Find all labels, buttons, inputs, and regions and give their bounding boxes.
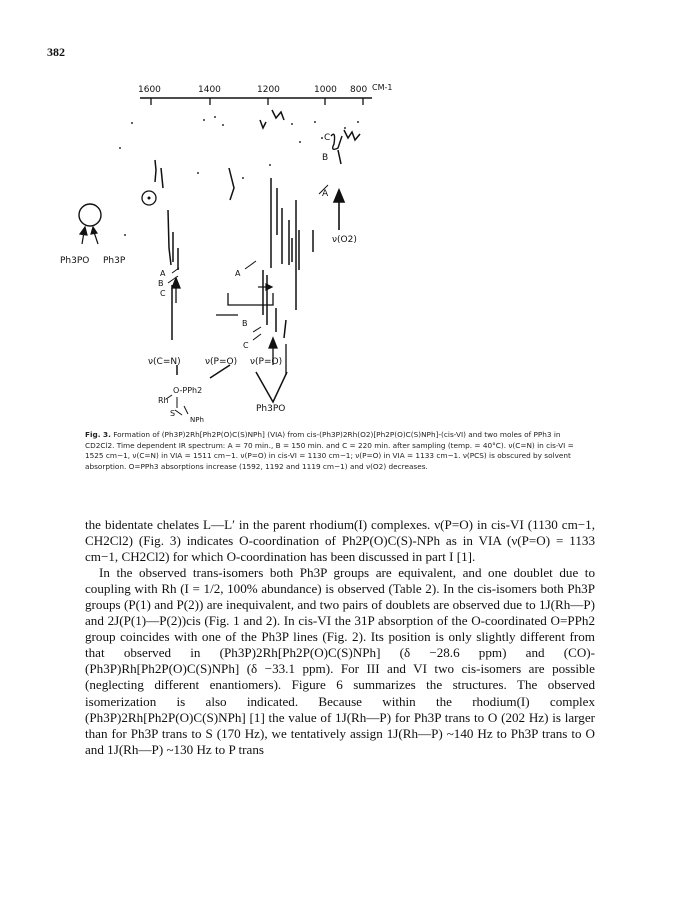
- axis-tick-800: 800: [350, 85, 368, 95]
- ir-spectrum-figure: [60, 70, 620, 425]
- caption-label: Fig. 3.: [85, 430, 111, 439]
- paragraph-2: In the observed trans-isomers both Ph3P groups are equivalent, and one doublet due to coupling with Rh (I = 1/2, 100% abundance) is observed (Table 2). In the cis-isomers both Ph3P groups (P(1) and P(2)) are inequivalent, and two pairs of doublets are observed due to 1J(Rh—P) and 2J(P(1)—P(2))cis (Fig. 1 and 2). In cis-VI the 31P absorption of the O-coordinated O=PPh2 group coincides with one of the Ph3P lines (Fig. 2). Its position is only slightly different from that observed in (Ph3P)2Rh[Ph2P(O)C(S)NPh] (δ −28.6 ppm) and (CO)-(Ph3P)Rh[Ph2P(O)C(S)NPh] (δ −33.1 ppm). For III and VI two cis-isomers are possible (neglecting different enantiomers). Figure 6 summarizes the structures. The observed isomerization is also indicated. Because within the rhodium(I) complex (Ph3P)2Rh[Ph2P(O)C(S)NPh] [1] the value of 1J(Rh—P) for Ph3P trans to O (202 Hz) is larger than for Ph3P trans to S (170 Hz), we tentatively assign 1J(Rh—P) ~140 Hz to Ph3P trans to O and 1J(Rh—P) ~130 Hz to P trans: [85, 565, 595, 757]
- axis-tick-1000: 1000: [314, 85, 337, 95]
- caption-text: Formation of (Ph3P)2Rh[Ph2P(O)C(S)NPh] (VIA) from cis-(Ph3P)2Rh(O2)[Ph2P(O)C(S)NPh]-(cis-VI) and two moles of PPh3 in CD2Cl2. Time dependent IR spectrum: A = 70 min., B = 150 min. and C = 220 min. after sampling (temp. = 40°C). ν(C=N) in cis-VI = 1525 cm−1, ν(C=N) in VIA = 1511 cm−1. ν(P=O) in cis-VI = 1130 cm−1; ν(P=O) in VIA = 1133 cm−1. ν(PCS) is obscured by solvent absorption. O=PPh3 absorptions increase (1592, 1192 and 1119 cm−1) and ν(O2) decreases.: [85, 430, 574, 471]
- arrow-left-c: [172, 278, 180, 303]
- label-vpo-2: ν(P=O): [250, 357, 283, 367]
- label-a-left: A: [160, 269, 166, 278]
- body-text: [85, 517, 595, 758]
- arrow-mid-b2: [253, 334, 261, 340]
- axis-tick-1400: 1400: [198, 85, 221, 95]
- label-ph3po-bottom: Ph3PO: [256, 404, 286, 414]
- top-right-curve: [331, 134, 342, 149]
- arrow-mid-a: [245, 261, 256, 269]
- figure-caption: [85, 430, 585, 472]
- label-vcn: ν(C=N): [148, 357, 181, 367]
- label-vpo-1: ν(P=O): [205, 357, 238, 367]
- label-s: S: [170, 409, 176, 418]
- arrow-left-a: [172, 268, 179, 273]
- label-vo2: ν(O2): [332, 235, 357, 245]
- label-ph3po-left: Ph3PO: [60, 256, 90, 266]
- label-ph3p-left: Ph3P: [103, 256, 126, 266]
- label-b-mid: B: [242, 319, 248, 328]
- bond-arrows: [80, 227, 98, 244]
- label-a-top: A: [322, 189, 329, 199]
- label-a-mid: A: [235, 269, 241, 278]
- axis-tick-1600: 1600: [138, 85, 161, 95]
- axis-ticks: [151, 98, 363, 105]
- axis-tick-1200: 1200: [257, 85, 280, 95]
- ir-spectrum-svg: [60, 70, 620, 425]
- label-rh: Rh: [158, 396, 169, 405]
- label-opph2: O-PPh2: [173, 386, 203, 395]
- o2-circle: [79, 204, 101, 226]
- page-number: 382: [47, 45, 65, 59]
- paragraph-1: the bidentate chelates L—L′ in the parent rhodium(I) complexes. ν(P=O) in cis-VI (1130 cm−1, CH2Cl2) (Fig. 3) indicates O-coordination of Ph2P(O)C(S)-NPh as in VIA (ν(P=O) = 1133 cm−1, CH2Cl2) for which O-coordination has been discussed in part I [1].: [85, 517, 595, 565]
- arrow-o2: [334, 190, 344, 230]
- label-b-left: B: [158, 279, 164, 288]
- arrow-arrowhead-right: [258, 284, 272, 290]
- label-nph: NPh: [190, 416, 204, 424]
- label-c-mid: C: [243, 341, 249, 350]
- label-c-left: C: [160, 289, 166, 298]
- assignment-arrows: [177, 365, 287, 402]
- arrow-mid-b: [253, 327, 261, 332]
- label-c-top: C: [324, 133, 331, 143]
- axis-unit: CM-1: [372, 83, 393, 92]
- label-b-top: B: [322, 153, 329, 163]
